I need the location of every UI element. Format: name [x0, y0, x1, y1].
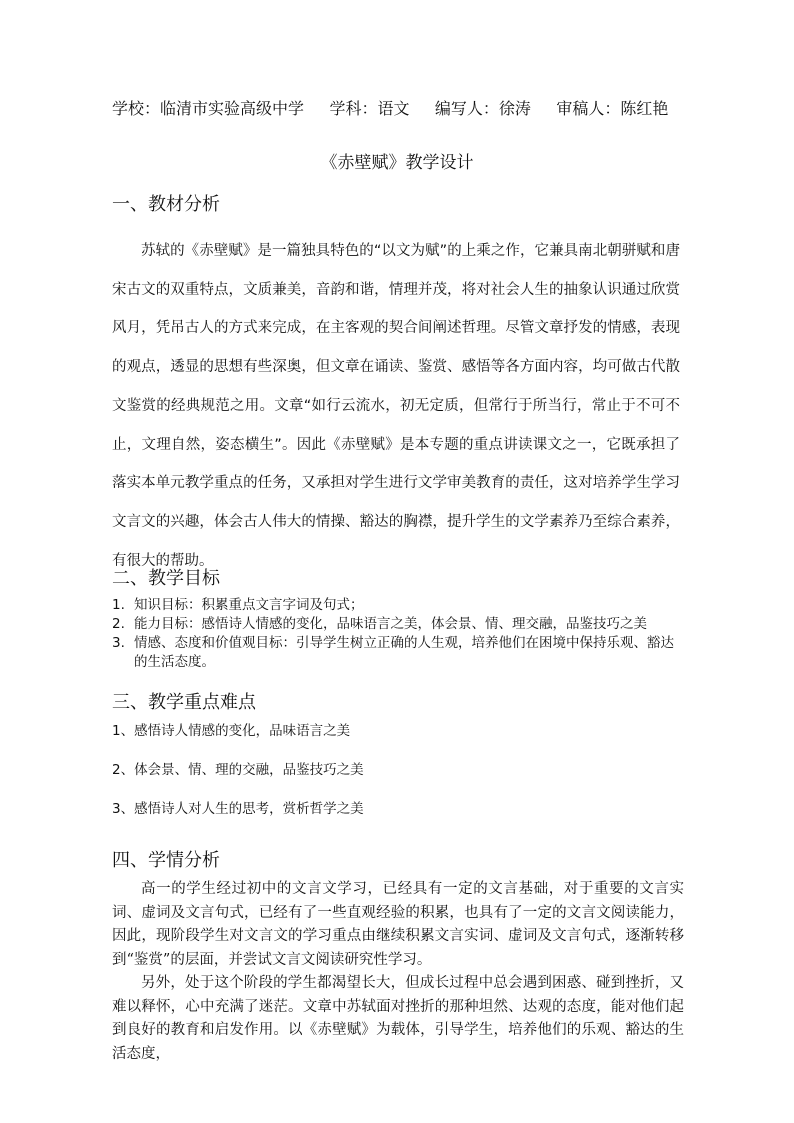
section-heading-student-analysis: 四、学情分析 — [112, 850, 220, 871]
list-item — [112, 634, 684, 672]
list-item: 1、感悟诗人情感的变化，品味语言之美 — [112, 723, 351, 739]
meta-subject: 学科：语文 — [329, 99, 410, 118]
meta-author: 编写人：徐涛 — [434, 99, 531, 118]
list-item-text: 知识目标：积累重点文言字词及句式； — [134, 597, 364, 613]
list-item-text: 情感、态度和价值观目标：引导学生树立正确的人生观，培养他们在困境中保持乐观、豁达的生活态度。 — [134, 635, 674, 670]
section-heading-textbook-analysis: 一、教材分析 — [112, 194, 220, 215]
meta-school: 学校：临清市实验高级中学 — [112, 99, 305, 118]
student-analysis-paragraph-2: 另外，处于这个阶段的学生都渴望长大，但成长过程中总会遇到困惑、碰到挫折，又难以释怀，心中充满了迷茫。文章中苏轼面对挫折的那种坦然、达观的态度，能对他们起到良好的教育和启发作用。以《赤壁赋》为载体，引导学生，培养他们的乐观、豁达的生活态度， — [112, 975, 684, 1062]
list-item-number: 3. — [112, 635, 125, 651]
list-item — [112, 615, 684, 634]
list-item: 3、感悟诗人对人生的思考，赏析哲学之美 — [112, 801, 364, 817]
textbook-analysis-paragraph: 苏轼的《赤壁赋》是一篇独具特色的“以文为赋”的上乘之作，它兼具南北朝骈赋和唐宋古文的双重特点，文质兼美，音韵和谐，情理并茂，将对社会人生的抽象认识通过欣赏风月，凭吊古人的方式来完成，在主客观的契合间阐述哲理。尽管文章抒发的情感，表现的观点，透显的思想有些深奥，但文章在诵读、鉴赏、感悟等各方面内容，均可做古代散文鉴赏的经典规范之用。文章“如行云流水，初无定质，但常行于所当行，常止于不可不止，文理自然，姿态横生”。因此《赤壁赋》是本专题的重点讲读课文之一，它既承担了落实本单元教学重点的任务，又承担对学生进行文学审美教育的责任，这对培养学生学习文言文的兴趣，体会古人伟大的情操、豁达的胸襟，提升学生的文学素养乃至综合素养，有很大的帮助。 — [112, 243, 680, 569]
section-heading-teaching-goals: 二、教学目标 — [112, 568, 220, 589]
student-analysis-paragraph-1: 高一的学生经过初中的文言文学习，已经具有一定的文言基础，对于重要的文言实词、虚词及文言句式，已经有了一些直观经验的积累，也具有了一定的文言文阅读能力，因此，现阶段学生对文言文的学习重点由继续积累文言实词、虚词及文言句式，逐渐转移到“鉴赏”的层面，并尝试文言文阅读研究性学习。 — [112, 881, 684, 968]
list-item-text: 能力目标：感悟诗人情感的变化，品味语言之美，体会景、情、理交融，品鉴技巧之美 — [134, 616, 647, 632]
list-item: 2、体会景、情、理的交融，品鉴技巧之美 — [112, 762, 364, 778]
section-heading-key-points: 三、教学重点难点 — [112, 692, 256, 713]
page-title: 《赤壁赋》教学设计 — [320, 153, 474, 173]
meta-reviewer: 审稿人：陈红艳 — [556, 99, 669, 118]
teaching-goals-list — [112, 596, 684, 672]
document-meta-line — [112, 96, 668, 119]
list-item — [112, 596, 684, 615]
key-points-list — [112, 720, 680, 837]
list-item-number: 2. — [112, 616, 125, 632]
student-analysis-body — [112, 878, 684, 1066]
list-item-number: 1. — [112, 597, 125, 613]
